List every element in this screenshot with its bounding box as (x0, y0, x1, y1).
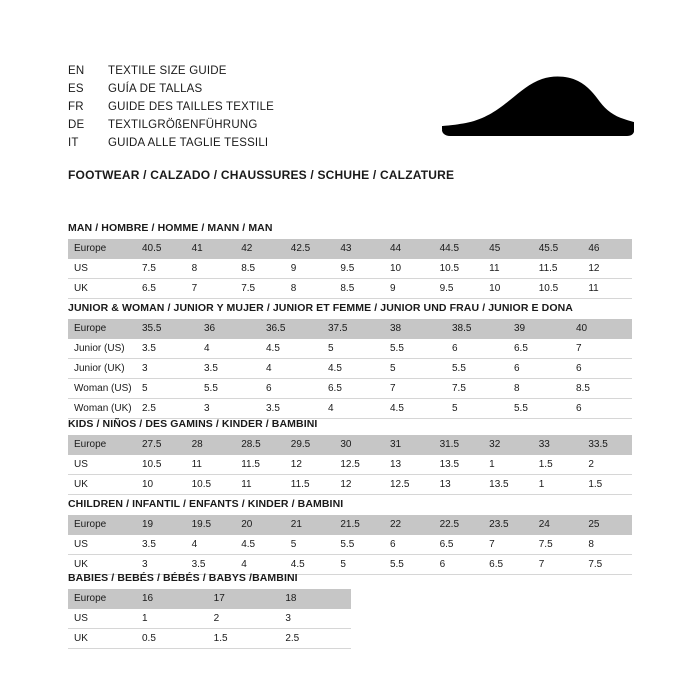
cell: 6.5 (483, 555, 533, 575)
size-table-junior-woman (68, 319, 632, 419)
category-heading: FOOTWEAR / CALZADO / CHAUSSURES / SCHUHE / CALZATURE (68, 168, 455, 182)
dress-shoe-icon (438, 74, 638, 146)
table-row (68, 259, 632, 279)
cell: 3.5 (186, 555, 236, 575)
cell: 39 (508, 319, 570, 339)
table-row (68, 399, 632, 419)
cell: 5 (334, 555, 384, 575)
row-label: US (68, 609, 136, 629)
cell: 3 (136, 555, 186, 575)
cell: 1 (483, 455, 533, 475)
cell: 4.5 (285, 555, 335, 575)
row-label: UK (68, 475, 136, 495)
cell: 9.5 (434, 279, 484, 299)
cell: 33 (533, 435, 583, 455)
cell: 38.5 (446, 319, 508, 339)
table-row (68, 319, 632, 339)
cell: 31 (384, 435, 434, 455)
cell: 6 (446, 339, 508, 359)
cell: 6 (434, 555, 484, 575)
cell: 18 (279, 589, 351, 609)
cell: 12 (334, 475, 384, 495)
cell: 31.5 (434, 435, 484, 455)
cell: 23.5 (483, 515, 533, 535)
table-row (68, 515, 632, 535)
cell: 10.5 (533, 279, 583, 299)
cell: 11 (483, 259, 533, 279)
table-row (68, 535, 632, 555)
cell: 44.5 (434, 239, 484, 259)
cell: 7 (384, 379, 446, 399)
cell: 10.5 (136, 455, 186, 475)
section-children (68, 498, 632, 575)
cell: 5 (446, 399, 508, 419)
cell: 6.5 (136, 279, 186, 299)
row-label: US (68, 455, 136, 475)
table-row (68, 609, 351, 629)
section-title: JUNIOR & WOMAN / JUNIOR Y MUJER / JUNIOR ET FEMME / JUNIOR UND FRAU / JUNIOR E DONA (68, 302, 573, 314)
cell: 6 (508, 359, 570, 379)
cell: 40 (570, 319, 632, 339)
cell: 11.5 (285, 475, 335, 495)
cell: 4.5 (384, 399, 446, 419)
cell: 8.5 (235, 259, 285, 279)
cell: 3 (198, 399, 260, 419)
language-code: ES (68, 83, 84, 95)
cell: 42.5 (285, 239, 335, 259)
table-row (68, 455, 632, 475)
section-title: MAN / HOMBRE / HOMME / MANN / MAN (68, 222, 273, 234)
cell: 7 (533, 555, 583, 575)
cell: 43 (334, 239, 384, 259)
cell: 11.5 (533, 259, 583, 279)
cell: 6.5 (508, 339, 570, 359)
cell: 22 (384, 515, 434, 535)
cell: 5.5 (334, 535, 384, 555)
cell: 1.5 (208, 629, 280, 649)
language-title: TEXTILE SIZE GUIDE (108, 65, 227, 77)
language-code: EN (68, 65, 85, 77)
row-label: US (68, 259, 136, 279)
cell: 37.5 (322, 319, 384, 339)
cell: 38 (384, 319, 446, 339)
cell: 6 (384, 535, 434, 555)
cell: 5.5 (446, 359, 508, 379)
cell: 8.5 (570, 379, 632, 399)
cell: 3.5 (136, 339, 198, 359)
cell: 9 (384, 279, 434, 299)
cell: 10 (136, 475, 186, 495)
row-label: US (68, 535, 136, 555)
row-label: UK (68, 629, 136, 649)
cell: 0.5 (136, 629, 208, 649)
cell: 5.5 (508, 399, 570, 419)
language-title: TEXTILGRÖßENFÜHRUNG (108, 119, 258, 131)
cell: 12 (582, 259, 632, 279)
cell: 11 (186, 455, 236, 475)
cell: 5.5 (384, 339, 446, 359)
cell: 2 (208, 609, 280, 629)
cell: 30 (334, 435, 384, 455)
size-table-children (68, 515, 632, 575)
table-row (68, 379, 632, 399)
cell: 7 (570, 339, 632, 359)
cell: 4 (322, 399, 384, 419)
cell: 22.5 (434, 515, 484, 535)
cell: 41 (186, 239, 236, 259)
cell: 5 (322, 339, 384, 359)
cell: 3 (279, 609, 351, 629)
cell: 2.5 (279, 629, 351, 649)
row-label: Woman (UK) (68, 399, 136, 419)
row-label: UK (68, 555, 136, 575)
cell: 6 (570, 359, 632, 379)
cell: 1.5 (582, 475, 632, 495)
cell: 10 (384, 259, 434, 279)
row-label: Junior (US) (68, 339, 136, 359)
language-title: GUIDE DES TAILLES TEXTILE (108, 101, 275, 113)
row-label: Europe (68, 515, 136, 535)
cell: 6.5 (434, 535, 484, 555)
cell: 3.5 (136, 535, 186, 555)
cell: 7 (483, 535, 533, 555)
cell: 12 (285, 455, 335, 475)
cell: 4.5 (260, 339, 322, 359)
cell: 8 (186, 259, 236, 279)
row-label: Europe (68, 239, 136, 259)
cell: 28.5 (235, 435, 285, 455)
language-title: GUÍA DE TALLAS (108, 83, 203, 95)
cell: 32 (483, 435, 533, 455)
cell: 8 (582, 535, 632, 555)
language-code: IT (68, 137, 79, 149)
section-kids (68, 418, 632, 495)
cell: 3 (136, 359, 198, 379)
cell: 25 (582, 515, 632, 535)
table-row (68, 475, 632, 495)
cell: 16 (136, 589, 208, 609)
cell: 4 (198, 339, 260, 359)
cell: 10.5 (434, 259, 484, 279)
cell: 7 (186, 279, 236, 299)
row-label: Europe (68, 589, 136, 609)
row-label: Europe (68, 435, 136, 455)
section-title: CHILDREN / INFANTIL / ENFANTS / KINDER / BAMBINI (68, 498, 344, 510)
cell: 45.5 (533, 239, 583, 259)
cell: 21.5 (334, 515, 384, 535)
cell: 6.5 (322, 379, 384, 399)
section-title: BABIES / BEBÉS / BÉBÉS / BABYS /BAMBINI (68, 572, 298, 584)
row-label: Junior (UK) (68, 359, 136, 379)
size-table-babies (68, 589, 351, 649)
cell: 8 (285, 279, 335, 299)
cell: 27.5 (136, 435, 186, 455)
cell: 5 (384, 359, 446, 379)
section-babies (68, 572, 351, 649)
table-row (68, 239, 632, 259)
cell: 17 (208, 589, 280, 609)
table-row (68, 435, 632, 455)
cell: 19 (136, 515, 186, 535)
cell: 3.5 (260, 399, 322, 419)
cell: 3.5 (198, 359, 260, 379)
cell: 1 (533, 475, 583, 495)
cell: 9 (285, 259, 335, 279)
cell: 5.5 (384, 555, 434, 575)
cell: 12.5 (334, 455, 384, 475)
cell: 5 (285, 535, 335, 555)
cell: 10.5 (186, 475, 236, 495)
cell: 4.5 (322, 359, 384, 379)
cell: 28 (186, 435, 236, 455)
cell: 4.5 (235, 535, 285, 555)
language-code: DE (68, 119, 85, 131)
table-row (68, 279, 632, 299)
cell: 13 (384, 455, 434, 475)
cell: 11 (235, 475, 285, 495)
section-junior-woman (68, 302, 632, 419)
cell: 35.5 (136, 319, 198, 339)
cell: 12.5 (384, 475, 434, 495)
cell: 46 (582, 239, 632, 259)
section-title: KIDS / NIÑOS / DES GAMINS / KINDER / BAMBINI (68, 418, 318, 430)
cell: 36 (198, 319, 260, 339)
cell: 6 (570, 399, 632, 419)
cell: 36.5 (260, 319, 322, 339)
cell: 5.5 (198, 379, 260, 399)
cell: 1.5 (533, 455, 583, 475)
cell: 7.5 (446, 379, 508, 399)
cell: 33.5 (582, 435, 632, 455)
cell: 8.5 (334, 279, 384, 299)
cell: 20 (235, 515, 285, 535)
cell: 40.5 (136, 239, 186, 259)
cell: 4 (260, 359, 322, 379)
cell: 13.5 (483, 475, 533, 495)
cell: 7.5 (136, 259, 186, 279)
cell: 11 (582, 279, 632, 299)
section-man (68, 222, 632, 299)
cell: 7.5 (235, 279, 285, 299)
row-label: Europe (68, 319, 136, 339)
cell: 4 (186, 535, 236, 555)
cell: 1 (136, 609, 208, 629)
cell: 42 (235, 239, 285, 259)
table-row (68, 359, 632, 379)
size-table-kids (68, 435, 632, 495)
language-code: FR (68, 101, 84, 113)
cell: 29.5 (285, 435, 335, 455)
cell: 19.5 (186, 515, 236, 535)
cell: 11.5 (235, 455, 285, 475)
cell: 7.5 (582, 555, 632, 575)
cell: 24 (533, 515, 583, 535)
cell: 9.5 (334, 259, 384, 279)
cell: 13 (434, 475, 484, 495)
cell: 7.5 (533, 535, 583, 555)
table-row (68, 589, 351, 609)
cell: 4 (235, 555, 285, 575)
cell: 21 (285, 515, 335, 535)
cell: 13.5 (434, 455, 484, 475)
cell: 45 (483, 239, 533, 259)
cell: 6 (260, 379, 322, 399)
row-label: UK (68, 279, 136, 299)
cell: 8 (508, 379, 570, 399)
language-title: GUIDA ALLE TAGLIE TESSILI (108, 137, 269, 149)
cell: 2.5 (136, 399, 198, 419)
row-label: Woman (US) (68, 379, 136, 399)
cell: 2 (582, 455, 632, 475)
cell: 10 (483, 279, 533, 299)
size-table-man (68, 239, 632, 299)
table-row (68, 339, 632, 359)
cell: 5 (136, 379, 198, 399)
cell: 44 (384, 239, 434, 259)
table-row (68, 629, 351, 649)
